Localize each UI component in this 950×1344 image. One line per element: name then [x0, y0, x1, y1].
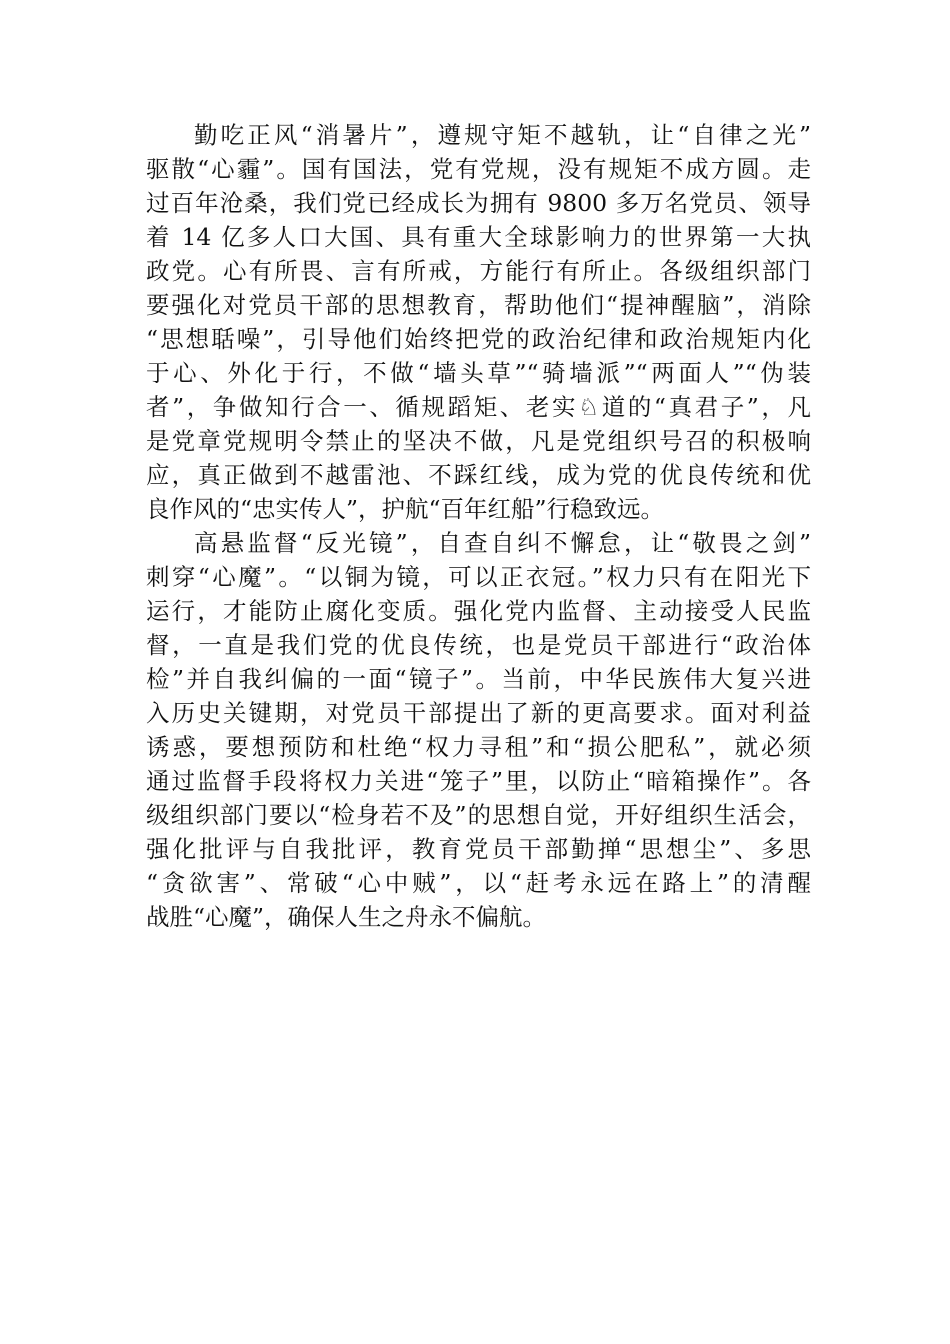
text-line: 于心、外化于行，不做“墙头草”“骑墙派”“两面人”“伪装: [146, 359, 811, 387]
text-line: 运行，才能防止腐化变质。强化党内监督、主动接受人民监: [146, 597, 811, 625]
text-line: 检”并自我纠偏的一面“镜子”。当前，中华民族伟大复兴进: [146, 665, 811, 693]
text-line: “贪欲害”、常破“心中贼”，以“赶考永远在路上”的清醒: [146, 869, 811, 897]
text-line: 入历史关键期，对党员干部提出了新的更高要求。面对利益: [146, 699, 811, 727]
text-line: 应，真正做到不越雷池、不踩红线，成为党的优良传统和优: [146, 461, 811, 489]
text-line: 着 14 亿多人口大国、具有重大全球影响力的世界第一大执: [146, 223, 811, 251]
text-line: 者”，争做知行合一、循规蹈矩、老实♘道的“真君子”，凡: [146, 393, 811, 421]
paragraph-1: [146, 118, 811, 526]
text-line: 强化批评与自我批评，教育党员干部勤掸“思想尘”、多思: [146, 835, 811, 863]
text-line: 勤吃正风“消暑片”，遵规守矩不越轨，让“自律之光”: [194, 121, 811, 149]
text-line: 政党。心有所畏、言有所戒，方能行有所止。各级组织部门: [146, 257, 811, 285]
text-line: 是党章党规明令禁止的坚决不做，凡是党组织号召的积极响: [146, 427, 811, 455]
paragraph-2: [146, 526, 811, 934]
text-line: 良作风的“忠实传人”，护航“百年红船”行稳致远。: [146, 495, 665, 523]
text-line: 战胜“心魔”，确保人生之舟永不偏航。: [146, 903, 547, 931]
text-line: 过百年沧桑，我们党已经成长为拥有 9800 多万名党员、领导: [146, 189, 811, 217]
text-line: 通过监督手段将权力关进“笼子”里，以防止“暗箱操作”。各: [146, 767, 811, 795]
text-line: 诱惑，要想预防和杜绝“权力寻租”和“损公肥私”，就必须: [146, 733, 811, 761]
text-line: 督，一直是我们党的优良传统，也是党员干部进行“政治体: [146, 631, 811, 659]
text-line: 高悬监督“反光镜”，自查自纠不懈怠，让“敬畏之剑”: [194, 529, 811, 557]
text-line: 要强化对党员干部的思想教育，帮助他们“提神醒脑”，消除: [146, 291, 811, 319]
text-line: “思想聒噪”，引导他们始终把党的政治纪律和政治规矩内化: [146, 325, 811, 353]
text-line: 刺穿“心魔”。“以铜为镜，可以正衣冠。”权力只有在阳光下: [146, 563, 811, 591]
body-text: [146, 118, 811, 934]
text-line: 驱散“心霾”。国有国法，党有党规，没有规矩不成方圆。走: [146, 155, 811, 183]
text-line: 级组织部门要以“检身若不及”的思想自觉，开好组织生活会，: [146, 801, 811, 829]
